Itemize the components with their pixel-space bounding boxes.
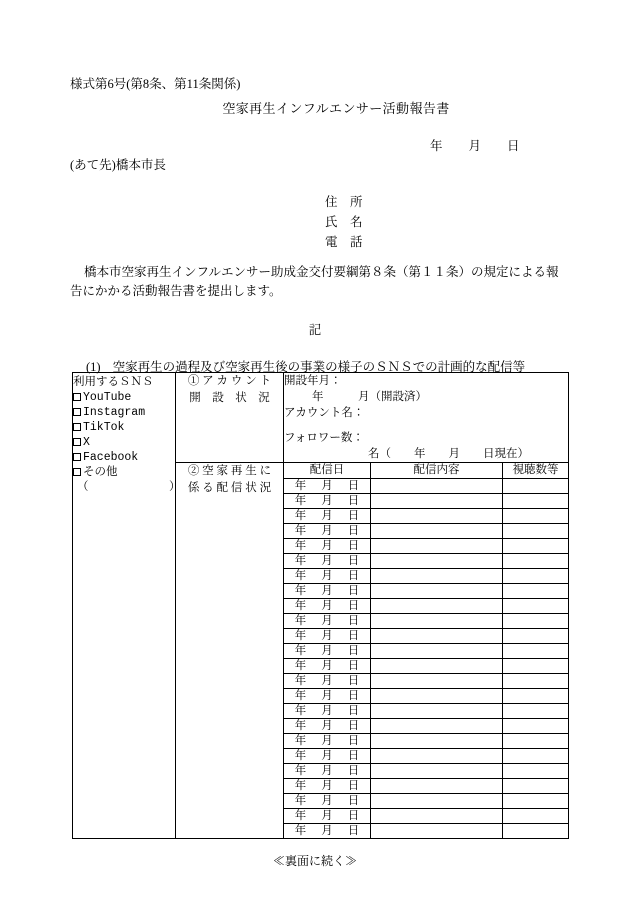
sns-option--[interactable] <box>73 465 175 480</box>
footer-note: ≪裏面に続く≫ <box>272 854 357 868</box>
row-views-cell[interactable] <box>503 749 569 764</box>
sns-option-label: Facebook <box>83 451 139 464</box>
row-month-label: 月 <box>321 750 333 762</box>
sns-list <box>73 373 181 495</box>
ki-mark: 記 <box>308 323 322 337</box>
row-content-cell[interactable] <box>371 524 503 539</box>
row-year-label: 年 <box>294 705 307 717</box>
page-title: 空家再生インフルエンサー活動報告書 <box>222 101 450 116</box>
followers-label[interactable]: フォロワー数： <box>284 432 364 444</box>
row-date-cell[interactable] <box>284 479 371 494</box>
row-month-label: 月 <box>321 495 333 507</box>
row-month-label: 月 <box>321 660 333 672</box>
row-year-label: 年 <box>294 780 307 792</box>
row-year-label: 年 <box>294 585 307 597</box>
row-views-cell[interactable] <box>503 674 569 689</box>
row-views-cell[interactable] <box>503 779 569 794</box>
row-month-label: 月 <box>321 555 333 567</box>
row-date-cell[interactable] <box>284 614 371 629</box>
account-detail-cell <box>284 373 569 463</box>
row-year-label: 年 <box>294 810 307 822</box>
row-content-cell[interactable] <box>371 644 503 659</box>
row-date-cell[interactable] <box>284 734 371 749</box>
row-content-cell[interactable] <box>371 779 503 794</box>
row-day-label: 日 <box>347 705 360 717</box>
row-content-cell[interactable] <box>371 734 503 749</box>
date-year-label: 年 <box>430 139 443 153</box>
row-views-cell[interactable] <box>503 809 569 824</box>
account-status-label <box>176 373 284 463</box>
row-content-cell[interactable] <box>371 764 503 779</box>
row-day-label: 日 <box>347 540 360 552</box>
row-year-label: 年 <box>294 735 307 747</box>
row-year-label: 年 <box>294 825 307 837</box>
row-day-label: 日 <box>347 480 360 492</box>
column-header-date: 配信日 <box>284 463 371 479</box>
row-content-cell[interactable] <box>371 674 503 689</box>
row-views-cell[interactable] <box>503 599 569 614</box>
sns-selection-cell <box>73 373 181 839</box>
row-views-cell[interactable] <box>503 539 569 554</box>
row-year-label: 年 <box>294 675 307 687</box>
row-views-cell[interactable] <box>503 629 569 644</box>
sns-option-label: YouTube <box>83 391 132 404</box>
applicant-name-label: 氏 名 <box>325 215 363 229</box>
row-day-label: 日 <box>347 525 360 537</box>
sns-option-label: X <box>83 436 90 449</box>
row-day-label: 日 <box>347 735 360 747</box>
row-date-cell[interactable] <box>284 824 371 839</box>
row-views-cell[interactable] <box>503 554 569 569</box>
checkbox-icon[interactable] <box>73 468 81 476</box>
row-views-cell[interactable] <box>503 734 569 749</box>
applicant-address-label: 住 所 <box>325 195 363 209</box>
row-day-label: 日 <box>347 600 360 612</box>
row-day-label: 日 <box>347 570 360 582</box>
row-month-label: 月 <box>321 675 333 687</box>
row-day-label: 日 <box>347 750 360 762</box>
row-month-label: 月 <box>321 780 333 792</box>
row-day-label: 日 <box>347 585 360 597</box>
form-number: 様式第6号(第8条、第11条関係) <box>70 77 241 91</box>
row-day-label: 日 <box>347 615 360 627</box>
row-views-cell[interactable] <box>503 524 569 539</box>
account-name-label[interactable]: アカウント名： <box>284 407 365 419</box>
sns-option-x[interactable] <box>73 435 175 450</box>
row-year-label: 年 <box>294 525 307 537</box>
row-views-cell[interactable] <box>503 824 569 839</box>
row-day-label: 日 <box>347 555 360 567</box>
row-date-cell[interactable] <box>284 749 371 764</box>
row-day-label: 日 <box>347 780 360 792</box>
row-month-label: 月 <box>321 615 333 627</box>
applicant-fields <box>325 192 363 252</box>
row-day-label: 日 <box>347 675 360 687</box>
sns-option-label: その他 <box>83 466 118 478</box>
row-content-cell[interactable] <box>371 494 503 509</box>
row-content-cell[interactable] <box>371 824 503 839</box>
followers-value[interactable]: 名（ 年 月 日現在） <box>368 448 529 460</box>
row-views-cell[interactable] <box>503 509 569 524</box>
row-content-cell[interactable] <box>371 599 503 614</box>
row-year-label: 年 <box>294 765 307 777</box>
submission-date-line <box>430 136 520 154</box>
row-date-cell[interactable] <box>284 494 371 509</box>
row-day-label: 日 <box>347 495 360 507</box>
sns-option-youtube[interactable] <box>73 390 175 405</box>
activity-report-table <box>72 372 569 839</box>
row-content-cell[interactable] <box>371 614 503 629</box>
row-content-cell[interactable] <box>371 479 503 494</box>
checkbox-icon[interactable] <box>73 438 81 446</box>
row-day-label: 日 <box>347 510 360 522</box>
row-content-cell[interactable] <box>371 569 503 584</box>
sns-other-input[interactable]: （ ） <box>77 481 181 493</box>
row-month-label: 月 <box>321 825 333 837</box>
row-content-cell[interactable] <box>371 809 503 824</box>
row-month-label: 月 <box>321 645 333 657</box>
applicant-phone-label: 電 話 <box>325 235 363 249</box>
row-views-cell[interactable] <box>503 569 569 584</box>
checkbox-icon[interactable] <box>73 453 81 461</box>
row-date-cell[interactable] <box>284 509 371 524</box>
row-day-label: 日 <box>347 630 360 642</box>
row-month-label: 月 <box>321 810 333 822</box>
row-day-label: 日 <box>347 825 360 837</box>
row-date-cell[interactable] <box>284 674 371 689</box>
row-month-label: 月 <box>321 510 333 522</box>
row-views-cell[interactable] <box>503 704 569 719</box>
sns-option-instagram[interactable] <box>73 405 175 420</box>
column-header-views: 視聴数等 <box>503 463 569 479</box>
sns-option-label: Instagram <box>83 406 146 419</box>
row-year-label: 年 <box>294 645 307 657</box>
row-year-label: 年 <box>294 570 307 582</box>
checkbox-icon[interactable] <box>73 408 81 416</box>
row-day-label: 日 <box>347 810 360 822</box>
row-content-cell[interactable] <box>371 689 503 704</box>
row-year-label: 年 <box>294 720 307 732</box>
spacer <box>284 421 568 430</box>
checkbox-icon[interactable] <box>73 393 81 401</box>
row-day-label: 日 <box>347 720 360 732</box>
row-month-label: 月 <box>321 585 333 597</box>
distribution-label-line1: ② 空 家 再 生 に <box>187 465 272 477</box>
account-label-line1: ① ア カ ウ ン ト <box>187 375 272 387</box>
row-date-cell[interactable] <box>284 584 371 599</box>
open-date-value[interactable]: 年 月（開設済） <box>312 391 427 403</box>
row-views-cell[interactable] <box>503 479 569 494</box>
row-content-cell[interactable] <box>371 719 503 734</box>
row-content-cell[interactable] <box>371 554 503 569</box>
row-content-cell[interactable] <box>371 509 503 524</box>
date-month-label: 月 <box>468 139 482 153</box>
row-date-cell[interactable] <box>284 689 371 704</box>
sns-option-facebook[interactable] <box>73 450 175 465</box>
distribution-status-label <box>176 463 284 839</box>
sns-option-label: TikTok <box>83 421 125 434</box>
row-year-label: 年 <box>294 510 307 522</box>
row-month-label: 月 <box>321 735 333 747</box>
row-views-cell[interactable] <box>503 644 569 659</box>
row-content-cell[interactable] <box>371 704 503 719</box>
row-year-label: 年 <box>294 540 307 552</box>
row-views-cell[interactable] <box>503 794 569 809</box>
row-month-label: 月 <box>321 795 333 807</box>
body-paragraph: 橋本市空家再生インフルエンサー助成金交付要綱第８条（第１１条）の規定による報告にかかる活動報告書を提出します。 <box>70 265 559 298</box>
row-year-label: 年 <box>294 795 307 807</box>
addressee: (あて先)橋本市長 <box>70 158 166 172</box>
row-year-label: 年 <box>294 615 307 627</box>
row-date-cell[interactable] <box>284 719 371 734</box>
row-year-label: 年 <box>294 690 307 702</box>
account-label-line2: 開 設 状 況 <box>189 392 270 404</box>
row-month-label: 月 <box>321 705 333 717</box>
row-date-cell[interactable] <box>284 524 371 539</box>
row-month-label: 月 <box>321 540 333 552</box>
row-day-label: 日 <box>347 765 360 777</box>
row-content-cell[interactable] <box>371 539 503 554</box>
row-date-cell[interactable] <box>284 599 371 614</box>
row-content-cell[interactable] <box>371 749 503 764</box>
row-date-cell[interactable] <box>284 779 371 794</box>
row-content-cell[interactable] <box>371 584 503 599</box>
row-month-label: 月 <box>321 720 333 732</box>
row-year-label: 年 <box>294 480 307 492</box>
open-date-label: 開設年月： <box>284 375 342 387</box>
row-date-cell[interactable] <box>284 554 371 569</box>
row-year-label: 年 <box>294 555 307 567</box>
sns-heading: 利用するＳＮＳ <box>73 376 154 388</box>
row-content-cell[interactable] <box>371 794 503 809</box>
row-date-cell[interactable] <box>284 794 371 809</box>
row-year-label: 年 <box>294 660 307 672</box>
row-month-label: 月 <box>321 480 333 492</box>
row-year-label: 年 <box>294 495 307 507</box>
row-month-label: 月 <box>321 690 333 702</box>
row-day-label: 日 <box>347 645 360 657</box>
row-year-label: 年 <box>294 630 307 642</box>
row-date-cell[interactable] <box>284 809 371 824</box>
account-row <box>73 373 569 463</box>
row-views-cell[interactable] <box>503 719 569 734</box>
row-content-cell[interactable] <box>371 629 503 644</box>
row-views-cell[interactable] <box>503 584 569 599</box>
row-date-cell[interactable] <box>284 569 371 584</box>
row-date-cell[interactable] <box>284 704 371 719</box>
row-date-cell[interactable] <box>284 644 371 659</box>
column-header-content: 配信内容 <box>371 463 503 479</box>
distribution-label-line2: 係 る 配 信 状 況 <box>187 482 272 494</box>
section-title-text: 空家再生の過程及び空家再生後の事業の様子のＳＮＳでの計画的な配信等 <box>112 360 526 374</box>
row-views-cell[interactable] <box>503 689 569 704</box>
row-content-cell[interactable] <box>371 659 503 674</box>
sns-option-tiktok[interactable] <box>73 420 175 435</box>
row-year-label: 年 <box>294 600 307 612</box>
row-month-label: 月 <box>321 630 333 642</box>
checkbox-icon[interactable] <box>73 423 81 431</box>
section-number: (1) <box>86 360 101 374</box>
row-day-label: 日 <box>347 660 360 672</box>
row-views-cell[interactable] <box>503 494 569 509</box>
row-views-cell[interactable] <box>503 764 569 779</box>
row-date-cell[interactable] <box>284 629 371 644</box>
row-day-label: 日 <box>347 690 360 702</box>
row-month-label: 月 <box>321 600 333 612</box>
row-date-cell[interactable] <box>284 539 371 554</box>
row-views-cell[interactable] <box>503 614 569 629</box>
row-date-cell[interactable] <box>284 764 371 779</box>
row-day-label: 日 <box>347 795 360 807</box>
row-date-cell[interactable] <box>284 659 371 674</box>
row-month-label: 月 <box>321 765 333 777</box>
date-day-label: 日 <box>507 139 520 153</box>
row-views-cell[interactable] <box>503 659 569 674</box>
row-month-label: 月 <box>321 570 333 582</box>
row-month-label: 月 <box>321 525 333 537</box>
row-year-label: 年 <box>294 750 307 762</box>
